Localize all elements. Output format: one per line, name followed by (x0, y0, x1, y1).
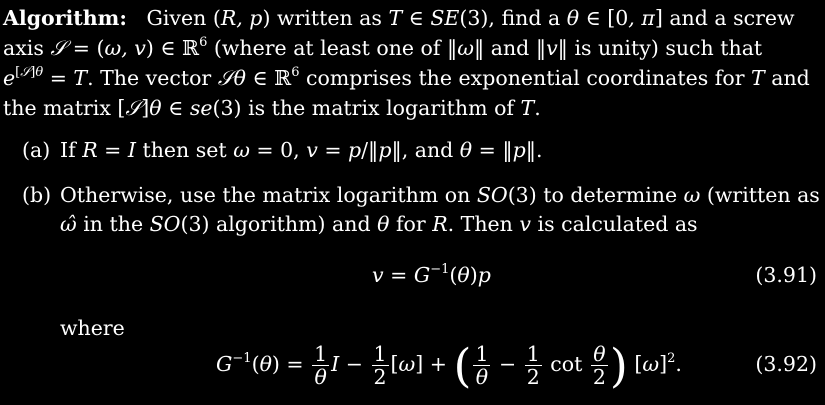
step-a-label: (a) (22, 138, 51, 162)
algorithm-heading: Algorithm: (3, 6, 127, 30)
where-text: where (60, 316, 125, 340)
step-b-line-1: Otherwise, use the matrix logarithm on SO(3) to determine ω (written as (60, 183, 820, 207)
frac-theta-over-two: $\frac{\theta}{2}$ (592, 342, 606, 389)
frac-one-over-theta: $\frac{1}{\theta}$ (314, 342, 328, 389)
frac-one-half: $\frac{1}{2}$ (373, 342, 387, 389)
paragraph-line-4: the matrix [𝒮]θ ∈ se(3) is the matrix logarithm of T. (3, 96, 541, 120)
paragraph-line-1: Algorithm: Given (R, p) written as T ∈ SE(3), find a θ ∈ [0, π] and a screw (3, 6, 795, 30)
paragraph-line-3: $e^{[𝒮]\theta} = T$. The vector 𝒮θ ∈ ℝ$^6$ comprises the exponential coordinates for T and (3, 64, 810, 90)
step-b-label: (b) (22, 183, 52, 207)
paragraph-line-2: axis 𝒮 = (ω, v) ∈ ℝ$^6$ (where at least one of ‖ω‖ and ‖v‖ is unity) such that (3, 35, 763, 60)
frac-one-over-theta-2: $\frac{1}{\theta}$ (475, 342, 489, 389)
equation-3-92-number: (3.92) (755, 352, 817, 376)
text-source (0, 0, 1, 1)
equation-3-91: $v = G^{-1}(\theta)p$ (372, 262, 491, 287)
frac-one-half-2: $\frac{1}{2}$ (526, 342, 540, 389)
equation-3-92: $G^{-1}(\theta)$ = $\frac{1}{\theta}$ I − $\frac{1}{2}$ [ω] + ( $\frac{1}{\theta}$ − $\frac{1}{2}$ cot $\frac{\theta}{2}$ ) $[\omega]^2$. (216, 338, 682, 393)
step-b-line-2: ω̂ in the SO(3) algorithm) and θ for R. Then v is calculated as (60, 212, 698, 236)
equation-3-91-number: (3.91) (755, 263, 817, 287)
step-a-text: If R = I then set ω = 0, v = p/‖p‖, and θ = ‖p‖. (60, 138, 543, 162)
